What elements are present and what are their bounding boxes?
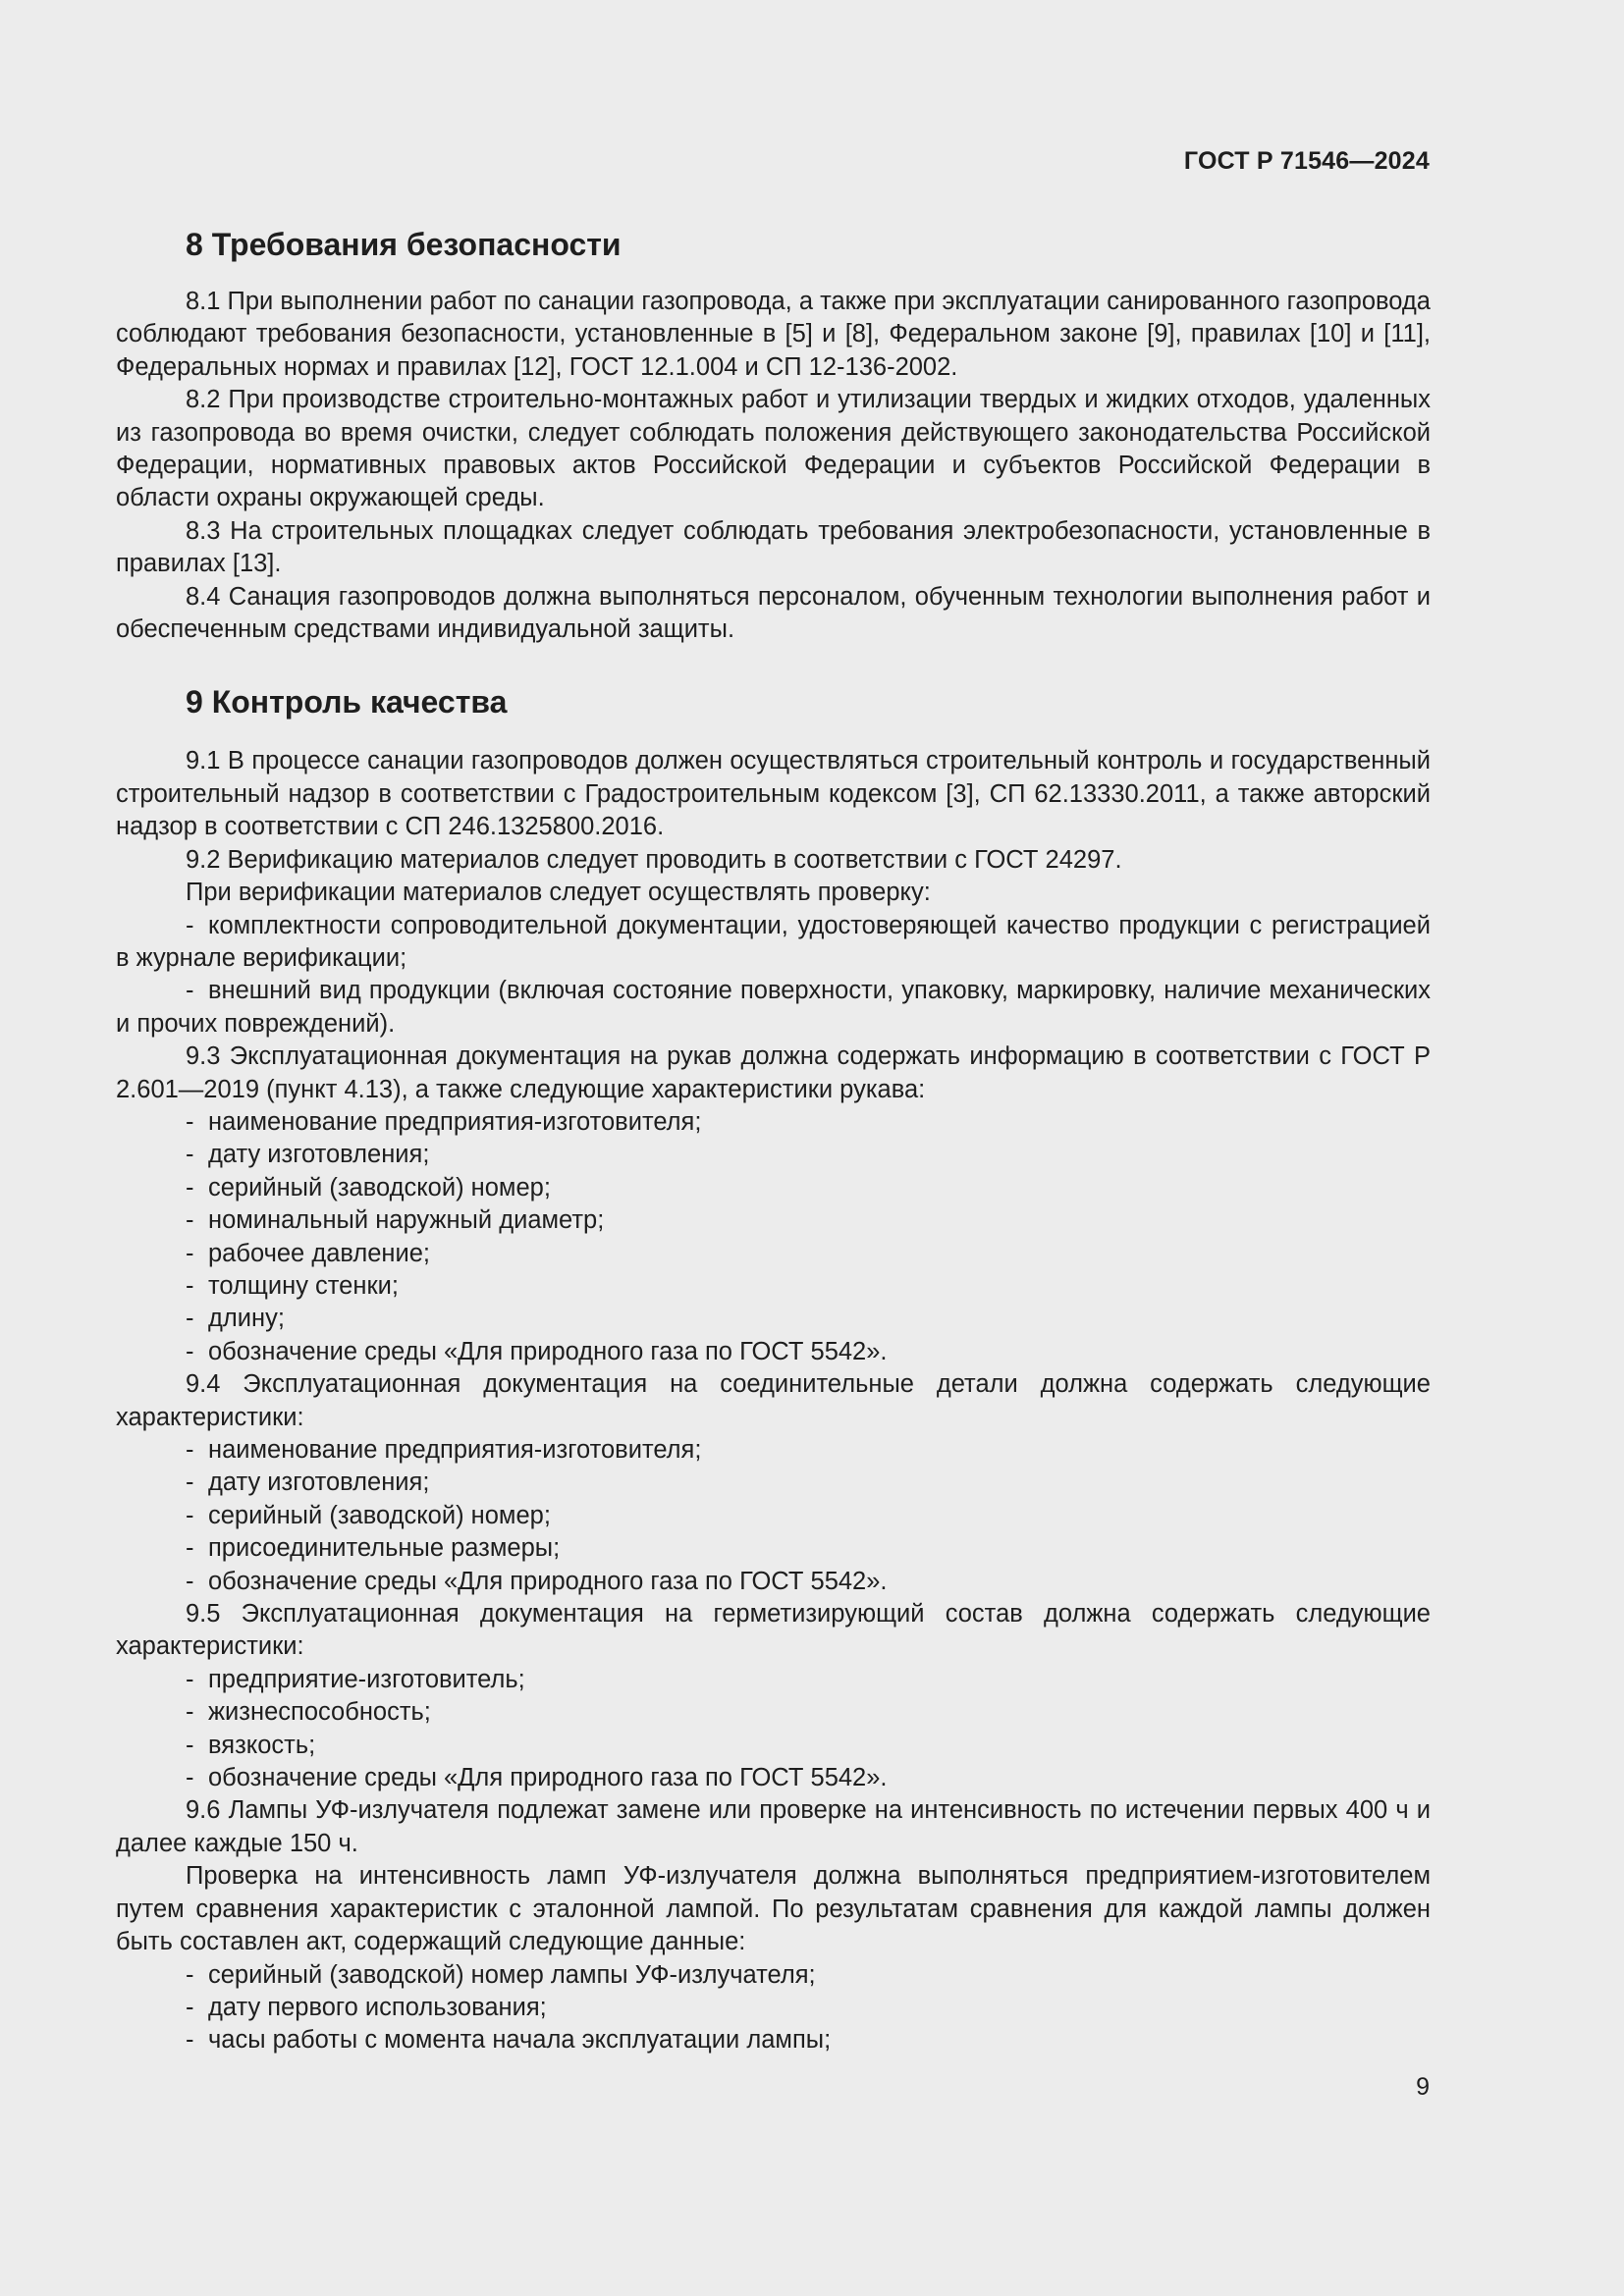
list-item: - толщину стенки; (186, 1271, 399, 1300)
list-9-6 (116, 1959, 1431, 2057)
paragraph-9-2-intro: При верификации материалов следует осуществлять проверку: (186, 879, 931, 907)
section-9-title: 9 Контроль качества (186, 684, 508, 721)
list-item: - наименование предприятия-изготовителя; (186, 1436, 702, 1464)
document-body (116, 220, 1431, 2057)
paragraph-8-4: 8.4 Санация газопроводов должна выполняться персоналом, обученным технологии выполнения работ и обеспеченным средствами индивидуальной защиты. (116, 582, 1431, 644)
list-item: - серийный (заводской) номер; (186, 1501, 551, 1529)
list-item: - обозначение среды «Для природного газа по ГОСТ 5542». (186, 1764, 888, 1792)
list-item: - присоединительные размеры; (186, 1534, 561, 1563)
paragraph-9-1: 9.1 В процессе санации газопроводов должен осуществляться строительный контроль и государственный строительный надзор в соответствии с Градостроительным кодексом [3], СП 62.13330.2011, а также авторский надзор в соответствии с СП 246.1325800.2016. (116, 747, 1431, 841)
paragraph-9-3: 9.3 Эксплуатационная документация на рукав должна содержать информацию в соответствии с ГОСТ Р 2.601—2019 (пункт 4.13), а также следующие характеристики рукава: (116, 1042, 1431, 1103)
list-item: - дату первого использования; (186, 1993, 547, 2021)
list-item: - наименование предприятия-изготовителя; (186, 1107, 702, 1136)
list-item: - комплектности сопроводительной документации, удостоверяющей качество продукции с регистрацией в журнале верификации; (116, 911, 1431, 972)
list-item: - обозначение среды «Для природного газа по ГОСТ 5542». (186, 1567, 888, 1595)
list-9-5 (116, 1664, 1431, 1795)
list-item: - дату изготовления; (186, 1468, 430, 1497)
list-item: - жизнеспособность; (186, 1698, 431, 1727)
list-item: - вязкость; (186, 1731, 316, 1759)
paragraph-9-2: 9.2 Верификацию материалов следует проводить в соответствии с ГОСТ 24297. (186, 845, 1122, 874)
list-9-2 (116, 910, 1431, 1041)
list-9-3 (116, 1106, 1431, 1368)
list-9-4 (116, 1434, 1431, 1598)
list-item: - дату изготовления; (186, 1141, 430, 1169)
paragraph-8-1: 8.1 При выполнении работ по санации газопровода, а также при эксплуатации санированного газопровода соблюдают требования безопасности, установленные в [5] и [8], Федеральном законе [9], правилах [10] и [11], Федеральных нормах и правилах [12], ГОСТ 12.1.004 и СП 12-136-2002. (116, 288, 1431, 381)
list-item: - внешний вид продукции (включая состояние поверхности, упаковку, маркировку, наличие механических и прочих повреждений). (116, 977, 1431, 1038)
paragraph-9-6: 9.6 Лампы УФ-излучателя подлежат замене или проверке на интенсивность по истечении первых 400 ч и далее каждые 150 ч. (116, 1796, 1431, 1857)
list-item: - обозначение среды «Для природного газа по ГОСТ 5542». (186, 1337, 888, 1365)
page-number: 9 (1416, 2073, 1430, 2101)
document-header: ГОСТ Р 71546—2024 (1183, 147, 1430, 175)
paragraph-8-3: 8.3 На строительных площадках следует соблюдать требования электробезопасности, установленные в правилах [13]. (116, 516, 1431, 578)
list-item: - серийный (заводской) номер лампы УФ-излучателя; (186, 1960, 816, 1989)
paragraph-9-5: 9.5 Эксплуатационная документация на герметизирующий состав должна содержать следующие характеристики: (116, 1600, 1431, 1661)
list-item: - часы работы с момента начала эксплуатации лампы; (186, 2026, 832, 2055)
paragraph-9-4: 9.4 Эксплуатационная документация на соединительные детали должна содержать следующие характеристики: (116, 1370, 1431, 1431)
section-8-title: 8 Требования безопасности (186, 227, 622, 262)
paragraph-8-2: 8.2 При производстве строительно-монтажных работ и утилизации твердых и жидких отходов, удаленных из газопровода во время очистки, следует соблюдать положения действующего законодательства Российской Федерации, нормативных правовых актов Российской Федерации и субъектов Российской Федерации в области охраны окружающей среды. (116, 386, 1431, 512)
list-item: - номинальный наружный диаметр; (186, 1206, 605, 1235)
list-item: - предприятие-изготовитель; (186, 1665, 525, 1693)
list-item: - длину; (186, 1305, 285, 1333)
list-item: - серийный (заводской) номер; (186, 1173, 551, 1201)
paragraph-9-6-text: Проверка на интенсивность ламп УФ-излучателя должна выполняться предприятием-изготовителем путем сравнения характеристик с эталонной лампой. По результатам сравнения для каждой лампы должен быть составлен акт, содержащий следующие данные: (116, 1862, 1431, 1956)
list-item: - рабочее давление; (186, 1239, 431, 1267)
